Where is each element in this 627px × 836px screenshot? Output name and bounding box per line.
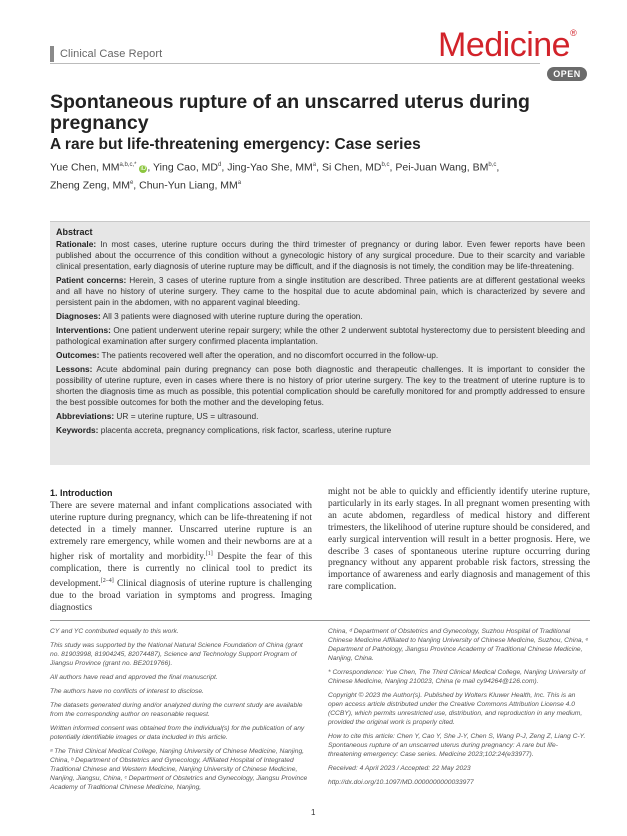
footnote: Written informed consent was obtained from the individual(s) for the publication of any potentially identifiable images or data included in this article. xyxy=(50,725,305,741)
footnote: Received: 4 April 2023 / Accepted: 22 May 2023 xyxy=(328,765,471,772)
introduction-right-column: might not be able to quickly and efficiently identify uterine rupture, particularly in its early stages. In all pregnant women presenting with an acute abdomen, regardless of medical history and different trimesters, the likelihood of uterine rupture should be considered, and early surgical intervention will result in a better prognosis. Here, we describe 3 cases of spontaneous uterine rupture occurring during pregnancy without any apparent probable risk factors, stressing the importance of awareness and early diagnosis and management of this rare complication. xyxy=(328,487,590,593)
footnote: All authors have read and approved the final manuscript. xyxy=(50,674,218,681)
author-name: , Si Chen, MD xyxy=(316,161,382,174)
footnote: How to cite this article: Chen Y, Cao Y, She J-Y, Chen S, Wang P-J, Zeng Z, Liang C-Y. Spontaneous rupture of an unscarred uterus during pregnancy: A rare but life-threatening emergency: Case series. Medicine 2023;102:24(e33977). xyxy=(328,733,586,758)
abstract-diagnoses: Diagnoses: All 3 patients were diagnosed with uterine rupture during the operation. xyxy=(56,311,363,321)
footnote: ᵃ The Third Clinical Medical College, Nanjing University of Chinese Medicine, Nanjing, China, ᵇ Department of Obstetrics and Gynecology, Affiliated Hospital of Integrated Traditional Chinese and Western Medicine, Nanjing University of Chinese Medicine, Nanjing, Jiangsu, China, ᶜ Department of Obstetrics and Gynecology, Jiangsu Province Academy of Traditional Chinese Medicine, Nanjing, xyxy=(50,748,308,791)
footnote: The datasets generated during and/or analyzed during the current study are available from the corresponding author on reasonable request. xyxy=(50,702,303,718)
abstract-concerns: Patient concerns: Herein, 3 cases of uterine rupture from a single institution are described. Three patients are at different gestational weeks and all have no history of uterine surgery. They came to the hospital due to acute abdominal pain, which is characterized by severe and persistent pain in the abdomen, with no apparent vaginal bleeding. xyxy=(56,275,585,307)
citation-link[interactable]: [1] xyxy=(205,550,213,557)
abstract-keywords: Keywords: placenta accreta, pregnancy complications, risk factor, scarless, uterine rupture xyxy=(56,425,392,435)
footnote: Copyright © 2023 the Author(s). Published by Wolters Kluwer Health, Inc. This is an open access article distributed under the Creative Commons Attribution License 4.0 (CCBY), which permits unrestricted use, distribution, and reproduction in any medium, provided the original work is properly cited. xyxy=(328,692,583,726)
section-marker xyxy=(50,46,54,62)
footnote: * Correspondence: Yue Chen, The Third Clinical Medical College, Nanjing University of Chinese Medicine, Nanjing 210023, China (e mail cy94264@126.com). xyxy=(328,669,586,685)
footnote-rule xyxy=(50,620,590,621)
section-label: Clinical Case Report xyxy=(60,48,163,60)
abstract-rationale: Rationale: In most cases, uterine rupture occurs during the third trimester of pregnancy or during labor. Even fewer reports have been published about the occurrence of this condition without a gynecologic history of any surgical procedure. Due to their scarcity and variable clinical presentation, early diagnosis of uterine rupture may be difficult, and if the diagnosis is not timely, the condition may be life-threatening. xyxy=(56,239,585,271)
abstract-outcomes: Outcomes: The patients recovered well after the operation, and no discomfort occurred in the follow-up. xyxy=(56,350,439,360)
footnotes-left xyxy=(50,627,312,797)
article-subtitle: A rare but life-threatening emergency: Case series xyxy=(50,136,421,153)
author-list: Yue Chen, $MM^{a,b,c,*}$ iD, Ying Cao, $MD^d$, Jing-Yao She, $MM^a$, Si Chen, MD$^{b,c}$, Pei-Juan Wang, BM$^{b,c}$, Zheng Zeng, MMe, Chun-Yun Liang, $MM^a$ xyxy=(50,161,500,191)
author-name: , Pei-Juan Wang, BM xyxy=(389,161,489,174)
orcid-icon[interactable]: iD xyxy=(140,165,147,172)
abstract-abbreviations: Abbreviations: UR = uterine rupture, US = ultrasound. xyxy=(56,411,259,421)
page-number: 1 xyxy=(311,808,316,817)
section-header xyxy=(50,46,162,62)
affiliation-sup: a,b,c,* xyxy=(119,162,137,168)
affiliation-sup: b,c xyxy=(488,162,497,168)
citation-link[interactable]: [2–4] xyxy=(100,577,114,584)
journal-name: Medicine xyxy=(438,26,571,64)
abstract-box xyxy=(50,221,590,465)
footnote: This study was supported by the National Natural Science Foundation of China (grant no. 81903998, 81904245, 82074487), Science and Technology Support Program of Jiangsu Province (grant no. BE2019766). xyxy=(50,642,303,667)
abstract-interventions: Interventions: One patient underwent uterine repair surgery; while the other 2 underwent subtotal hysterectomy due to persistent bleeding and pathological examination after surgery confirmed placenta implantation. xyxy=(56,325,585,346)
abstract-heading: Abstract xyxy=(56,227,93,237)
abstract-lessons: Lessons: Acute abdominal pain during pregnancy can pose both diagnostic and therapeutic challenges. It is important to consider the possibility of uterine rupture, even in cases where there is no history of prior uterine surgery. The key to the treatment of uterine rupture is to shorten the diagnosis time as much as possible, this potential complication should be carefully monitored for and promptly addressed to ensure the best possible outcomes for both the mother and the developing fetus. xyxy=(56,364,585,407)
author-name: , Ying Cao, MD xyxy=(147,161,219,174)
footnote: CY and YC contributed equally to this work. xyxy=(50,628,179,635)
article-title: Spontaneous rupture of an unscarred uterus during pregnancy xyxy=(50,91,530,134)
footnote: China, ᵈ Department of Obstetrics and Gynecology, Suzhou Hospital of Traditional Chinese Medicine Affiliated to Nanjing University of Chinese Medicine, Suzhou, China, ᵉ Department of Pathology, Jiangsu Province Academy of Traditional Chinese Medicine, Nanjing, China. xyxy=(328,628,588,662)
doi-link[interactable]: http://dx.doi.org/10.1097/MD.0000000000033977 xyxy=(328,779,474,786)
journal-mark: ® xyxy=(570,28,577,38)
affiliation-sup: e xyxy=(129,179,134,186)
affiliation-sup: a xyxy=(237,179,242,186)
introduction-left-column: There are severe maternal and infant complications associated with uterine rupture during pregnancy, which can be life-threatening if not detected in a timely manner. Unscarred uterine rupture is an extremely rare emergency, while women and their newborns are at a higher risk of mortality and morbidity.[1] Despite the fear of this complication, there is currently no clinical tool to predict its development.[2–4] Clinical diagnosis of uterine rupture is challenging due to the broad variation in symptoms and progress. Imaging diagnostics xyxy=(50,501,312,613)
footnotes-right xyxy=(328,627,590,792)
open-access-badge: OPEN xyxy=(547,67,587,81)
author-name: , Jing-Yao She, MM xyxy=(221,161,313,174)
affiliation-sup: a xyxy=(312,162,317,168)
affiliation-sup: b,c xyxy=(381,162,390,168)
affiliation-sup: d xyxy=(218,162,222,168)
footnote: The authors have no conflicts of interest to disclose. xyxy=(50,688,204,695)
author-name: Zheng Zeng, MM xyxy=(50,179,130,191)
introduction-heading: 1. Introduction xyxy=(50,488,113,498)
journal-logo[interactable] xyxy=(438,26,576,65)
author-name: Yue Chen, MM xyxy=(50,161,120,174)
author-name: , Chun-Yun Liang, MM xyxy=(133,179,238,191)
